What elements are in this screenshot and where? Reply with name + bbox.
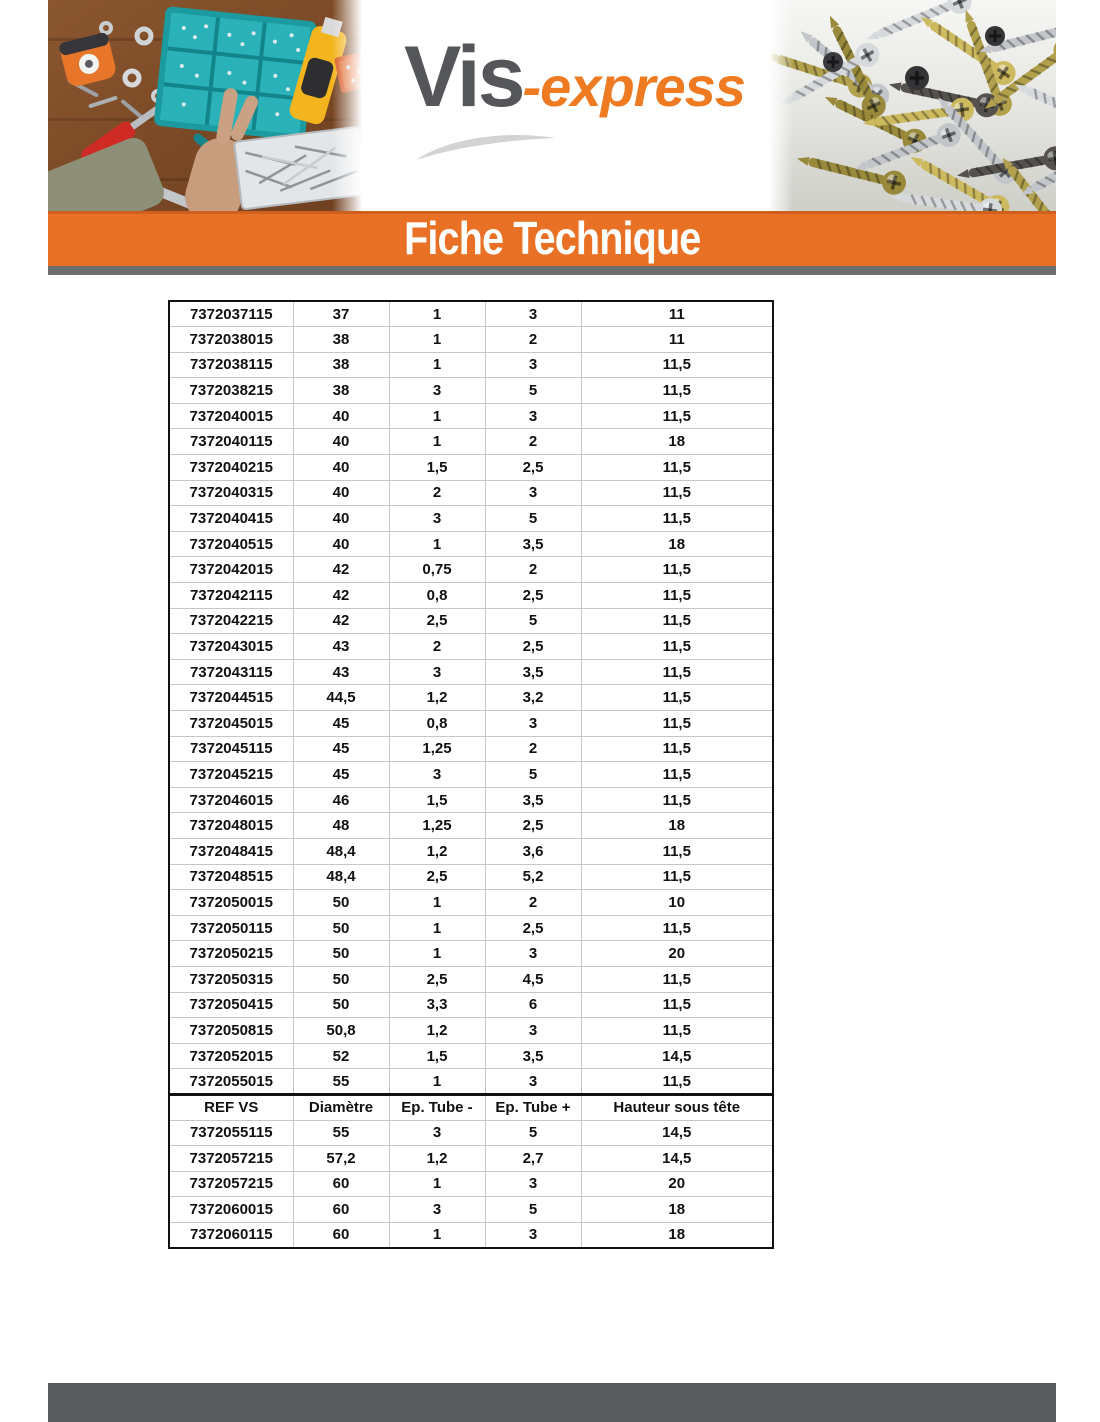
table-row bbox=[169, 787, 773, 813]
table-cell: 1,2 bbox=[389, 685, 485, 711]
table-cell: 1 bbox=[389, 327, 485, 353]
table-cell: 1 bbox=[389, 915, 485, 941]
table-cell: 7372060115 bbox=[169, 1222, 293, 1248]
table-cell: 1,5 bbox=[389, 787, 485, 813]
table-cell: 11,5 bbox=[581, 608, 773, 634]
table-row bbox=[169, 506, 773, 532]
table-cell: 3,5 bbox=[485, 787, 581, 813]
column-header-cell: Hauteur sous tête bbox=[581, 1094, 773, 1120]
table-cell: 3 bbox=[485, 1222, 581, 1248]
table-cell: 11,5 bbox=[581, 966, 773, 992]
table-cell: 11,5 bbox=[581, 455, 773, 481]
table-cell: 7372042215 bbox=[169, 608, 293, 634]
table-cell: 50 bbox=[293, 941, 389, 967]
table-cell: 7372037115 bbox=[169, 301, 293, 327]
table-row bbox=[169, 890, 773, 916]
table-cell: 2,7 bbox=[485, 1146, 581, 1172]
table-cell: 1 bbox=[389, 1171, 485, 1197]
screws-photo bbox=[769, 0, 1056, 211]
table-row bbox=[169, 992, 773, 1018]
table-cell: 3,6 bbox=[485, 838, 581, 864]
table-cell: 7372050215 bbox=[169, 941, 293, 967]
table-cell: 2,5 bbox=[389, 608, 485, 634]
table-cell: 7372050315 bbox=[169, 966, 293, 992]
table-cell: 7372038115 bbox=[169, 352, 293, 378]
table-cell: 50 bbox=[293, 915, 389, 941]
table-cell: 7372043115 bbox=[169, 659, 293, 685]
table-cell: 14,5 bbox=[581, 1146, 773, 1172]
table-cell: 42 bbox=[293, 608, 389, 634]
page-title: Fiche Technique bbox=[403, 212, 701, 264]
table-cell: 11,5 bbox=[581, 634, 773, 660]
table-cell: 5 bbox=[485, 762, 581, 788]
table-cell: 2 bbox=[485, 736, 581, 762]
table-cell: 37 bbox=[293, 301, 389, 327]
table-cell: 1 bbox=[389, 531, 485, 557]
table-cell: 38 bbox=[293, 352, 389, 378]
table-cell: 7372045215 bbox=[169, 762, 293, 788]
table-cell: 3 bbox=[389, 659, 485, 685]
table-cell: 2,5 bbox=[485, 583, 581, 609]
table-cell: 2 bbox=[485, 327, 581, 353]
workbench-photo bbox=[48, 0, 362, 211]
table-cell: 1 bbox=[389, 301, 485, 327]
table-cell: 1 bbox=[389, 429, 485, 455]
table-cell: 3,5 bbox=[485, 1043, 581, 1069]
table-cell: 1,2 bbox=[389, 1018, 485, 1044]
table-cell: 2,5 bbox=[485, 455, 581, 481]
table-cell: 7372050815 bbox=[169, 1018, 293, 1044]
table-cell: 40 bbox=[293, 531, 389, 557]
table-cell: 7372040415 bbox=[169, 506, 293, 532]
table-cell: 44,5 bbox=[293, 685, 389, 711]
table-row bbox=[169, 455, 773, 481]
table-cell: 3 bbox=[485, 403, 581, 429]
table-cell: 7372050415 bbox=[169, 992, 293, 1018]
table-row bbox=[169, 1018, 773, 1044]
table-cell: 18 bbox=[581, 531, 773, 557]
brand-name-primary: Vis bbox=[404, 29, 523, 125]
header-center bbox=[362, 0, 769, 211]
header bbox=[48, 0, 1056, 211]
table-cell: 40 bbox=[293, 455, 389, 481]
table-cell: 7372038015 bbox=[169, 327, 293, 353]
table-cell: 48,4 bbox=[293, 838, 389, 864]
table-row bbox=[169, 1043, 773, 1069]
table-cell: 0,8 bbox=[389, 711, 485, 737]
table-cell: 1 bbox=[389, 890, 485, 916]
table-row bbox=[169, 1069, 773, 1095]
table-cell: 52 bbox=[293, 1043, 389, 1069]
table-cell: 7372057215 bbox=[169, 1171, 293, 1197]
table-cell: 55 bbox=[293, 1120, 389, 1146]
table-cell: 11,5 bbox=[581, 480, 773, 506]
table-row bbox=[169, 813, 773, 839]
table-cell: 1 bbox=[389, 1222, 485, 1248]
table-cell: 14,5 bbox=[581, 1120, 773, 1146]
table-cell: 45 bbox=[293, 711, 389, 737]
table-cell: 3 bbox=[389, 378, 485, 404]
table-cell: 3 bbox=[485, 941, 581, 967]
table-cell: 2,5 bbox=[389, 966, 485, 992]
table-cell: 18 bbox=[581, 1197, 773, 1223]
table-cell: 2,5 bbox=[485, 634, 581, 660]
table-cell: 3 bbox=[389, 1197, 485, 1223]
table-cell: 2,5 bbox=[485, 813, 581, 839]
table-cell: 7372050015 bbox=[169, 890, 293, 916]
screw-pile-photo-illustration bbox=[769, 0, 1056, 211]
table-cell: 5 bbox=[485, 1197, 581, 1223]
table-cell: 7372040015 bbox=[169, 403, 293, 429]
table-cell: 45 bbox=[293, 762, 389, 788]
table-row bbox=[169, 403, 773, 429]
column-header-cell: Ep. Tube - bbox=[389, 1094, 485, 1120]
table-row bbox=[169, 864, 773, 890]
table-cell: 5,2 bbox=[485, 864, 581, 890]
table-row bbox=[169, 583, 773, 609]
table-cell: 3 bbox=[485, 301, 581, 327]
table-cell: 50 bbox=[293, 966, 389, 992]
table-cell: 14,5 bbox=[581, 1043, 773, 1069]
divider-bar bbox=[48, 266, 1056, 275]
table-cell: 1 bbox=[389, 941, 485, 967]
table-cell: 18 bbox=[581, 429, 773, 455]
table-cell: 10 bbox=[581, 890, 773, 916]
table-cell: 11,5 bbox=[581, 1069, 773, 1095]
table-cell: 3 bbox=[389, 1120, 485, 1146]
table-cell: 3,5 bbox=[485, 659, 581, 685]
table-row bbox=[169, 352, 773, 378]
table-cell: 48 bbox=[293, 813, 389, 839]
table-cell: 11,5 bbox=[581, 352, 773, 378]
table-cell: 1,2 bbox=[389, 1146, 485, 1172]
table-cell: 2 bbox=[485, 557, 581, 583]
table-row bbox=[169, 608, 773, 634]
table-header-row bbox=[169, 1094, 773, 1120]
table-cell: 5 bbox=[485, 506, 581, 532]
table-cell: 11,5 bbox=[581, 864, 773, 890]
table-row bbox=[169, 378, 773, 404]
table-cell: 7372048015 bbox=[169, 813, 293, 839]
logo-swoosh-icon bbox=[414, 128, 559, 162]
table-cell: 11,5 bbox=[581, 685, 773, 711]
table-cell: 50 bbox=[293, 890, 389, 916]
table-row bbox=[169, 634, 773, 660]
table-cell: 42 bbox=[293, 557, 389, 583]
footer-bar bbox=[48, 1383, 1056, 1422]
table-cell: 40 bbox=[293, 403, 389, 429]
table-cell: 7372040315 bbox=[169, 480, 293, 506]
table-cell: 1,5 bbox=[389, 455, 485, 481]
table-row bbox=[169, 941, 773, 967]
table-cell: 3 bbox=[485, 711, 581, 737]
table-row bbox=[169, 659, 773, 685]
table-cell: 11 bbox=[581, 327, 773, 353]
table-cell: 7372052015 bbox=[169, 1043, 293, 1069]
table-cell: 1 bbox=[389, 1069, 485, 1095]
table-cell: 40 bbox=[293, 506, 389, 532]
table-cell: 7372040115 bbox=[169, 429, 293, 455]
table-cell: 3 bbox=[485, 352, 581, 378]
table-row bbox=[169, 1171, 773, 1197]
table-cell: 3,2 bbox=[485, 685, 581, 711]
table-cell: 1,2 bbox=[389, 838, 485, 864]
table-cell: 2 bbox=[485, 429, 581, 455]
table-cell: 0,75 bbox=[389, 557, 485, 583]
table-cell: 60 bbox=[293, 1222, 389, 1248]
table-cell: 18 bbox=[581, 1222, 773, 1248]
table-cell: 38 bbox=[293, 378, 389, 404]
table-cell: 20 bbox=[581, 1171, 773, 1197]
table-cell: 7372057215 bbox=[169, 1146, 293, 1172]
table-cell: 2,5 bbox=[389, 864, 485, 890]
table-cell: 2 bbox=[389, 480, 485, 506]
table-cell: 7372042015 bbox=[169, 557, 293, 583]
table-row bbox=[169, 966, 773, 992]
table-cell: 7372055015 bbox=[169, 1069, 293, 1095]
table-row bbox=[169, 531, 773, 557]
table-cell: 7372042115 bbox=[169, 583, 293, 609]
table-row bbox=[169, 685, 773, 711]
table-cell: 11,5 bbox=[581, 1018, 773, 1044]
table-cell: 11,5 bbox=[581, 403, 773, 429]
table-cell: 43 bbox=[293, 659, 389, 685]
table-cell: 38 bbox=[293, 327, 389, 353]
table-cell: 11,5 bbox=[581, 992, 773, 1018]
table-cell: 40 bbox=[293, 480, 389, 506]
table-cell: 11,5 bbox=[581, 915, 773, 941]
table-row bbox=[169, 429, 773, 455]
table-cell: 7372060015 bbox=[169, 1197, 293, 1223]
table-cell: 6 bbox=[485, 992, 581, 1018]
table-cell: 46 bbox=[293, 787, 389, 813]
table-cell: 3 bbox=[389, 506, 485, 532]
table-cell: 7372055115 bbox=[169, 1120, 293, 1146]
table-cell: 5 bbox=[485, 378, 581, 404]
table-cell: 11,5 bbox=[581, 838, 773, 864]
table-cell: 7372045115 bbox=[169, 736, 293, 762]
table-cell: 1,25 bbox=[389, 813, 485, 839]
table-cell: 11,5 bbox=[581, 506, 773, 532]
table-cell: 55 bbox=[293, 1069, 389, 1095]
table-cell: 50 bbox=[293, 992, 389, 1018]
table-cell: 2 bbox=[485, 890, 581, 916]
table-cell: 7372045015 bbox=[169, 711, 293, 737]
table-cell: 1 bbox=[389, 352, 485, 378]
table-cell: 7372038215 bbox=[169, 378, 293, 404]
table-cell: 11 bbox=[581, 301, 773, 327]
table-cell: 5 bbox=[485, 608, 581, 634]
table-cell: 7372050115 bbox=[169, 915, 293, 941]
spec-table bbox=[168, 300, 774, 1249]
table-cell: 3,5 bbox=[485, 531, 581, 557]
table-cell: 11,5 bbox=[581, 711, 773, 737]
table-row bbox=[169, 915, 773, 941]
table-row bbox=[169, 301, 773, 327]
table-cell: 5 bbox=[485, 1120, 581, 1146]
table-cell: 20 bbox=[581, 941, 773, 967]
table-row bbox=[169, 736, 773, 762]
table-cell: 7372048515 bbox=[169, 864, 293, 890]
table-cell: 1,5 bbox=[389, 1043, 485, 1069]
table-cell: 48,4 bbox=[293, 864, 389, 890]
table-cell: 11,5 bbox=[581, 787, 773, 813]
brand-logo bbox=[404, 28, 745, 127]
table-cell: 2,5 bbox=[485, 915, 581, 941]
table-cell: 7372048415 bbox=[169, 838, 293, 864]
table-cell: 11,5 bbox=[581, 557, 773, 583]
table-cell: 11,5 bbox=[581, 583, 773, 609]
table-cell: 60 bbox=[293, 1171, 389, 1197]
table-cell: 3 bbox=[485, 480, 581, 506]
table-cell: 57,2 bbox=[293, 1146, 389, 1172]
table-row bbox=[169, 1146, 773, 1172]
table-row bbox=[169, 557, 773, 583]
table-row bbox=[169, 327, 773, 353]
table-cell: 7372046015 bbox=[169, 787, 293, 813]
table-cell: 40 bbox=[293, 429, 389, 455]
table-row bbox=[169, 1222, 773, 1248]
table-cell: 2 bbox=[389, 634, 485, 660]
table-cell: 3,3 bbox=[389, 992, 485, 1018]
column-header-cell: REF VS bbox=[169, 1094, 293, 1120]
table-cell: 7372044515 bbox=[169, 685, 293, 711]
banner bbox=[48, 211, 1056, 266]
table-cell: 60 bbox=[293, 1197, 389, 1223]
table-cell: 3 bbox=[485, 1069, 581, 1095]
table-cell: 3 bbox=[389, 762, 485, 788]
workbench-photo-illustration bbox=[48, 0, 362, 211]
table-row bbox=[169, 1197, 773, 1223]
table-cell: 18 bbox=[581, 813, 773, 839]
table-cell: 50,8 bbox=[293, 1018, 389, 1044]
brand-name-secondary: -express bbox=[522, 55, 745, 118]
column-header-cell: Ep. Tube + bbox=[485, 1094, 581, 1120]
table-cell: 3 bbox=[485, 1171, 581, 1197]
table-cell: 11,5 bbox=[581, 378, 773, 404]
table-cell: 42 bbox=[293, 583, 389, 609]
table-row bbox=[169, 480, 773, 506]
table-cell: 43 bbox=[293, 634, 389, 660]
table-cell: 1 bbox=[389, 403, 485, 429]
table-cell: 1,25 bbox=[389, 736, 485, 762]
table-cell: 7372040215 bbox=[169, 455, 293, 481]
table-cell: 11,5 bbox=[581, 762, 773, 788]
table-row bbox=[169, 711, 773, 737]
table-cell: 45 bbox=[293, 736, 389, 762]
table-cell: 7372040515 bbox=[169, 531, 293, 557]
table-cell: 11,5 bbox=[581, 659, 773, 685]
table-cell: 11,5 bbox=[581, 736, 773, 762]
table-cell: 3 bbox=[485, 1018, 581, 1044]
column-header-cell: Diamètre bbox=[293, 1094, 389, 1120]
table-row bbox=[169, 838, 773, 864]
table-row bbox=[169, 1120, 773, 1146]
table-cell: 0,8 bbox=[389, 583, 485, 609]
table-row bbox=[169, 762, 773, 788]
table-cell: 4,5 bbox=[485, 966, 581, 992]
table-cell: 7372043015 bbox=[169, 634, 293, 660]
